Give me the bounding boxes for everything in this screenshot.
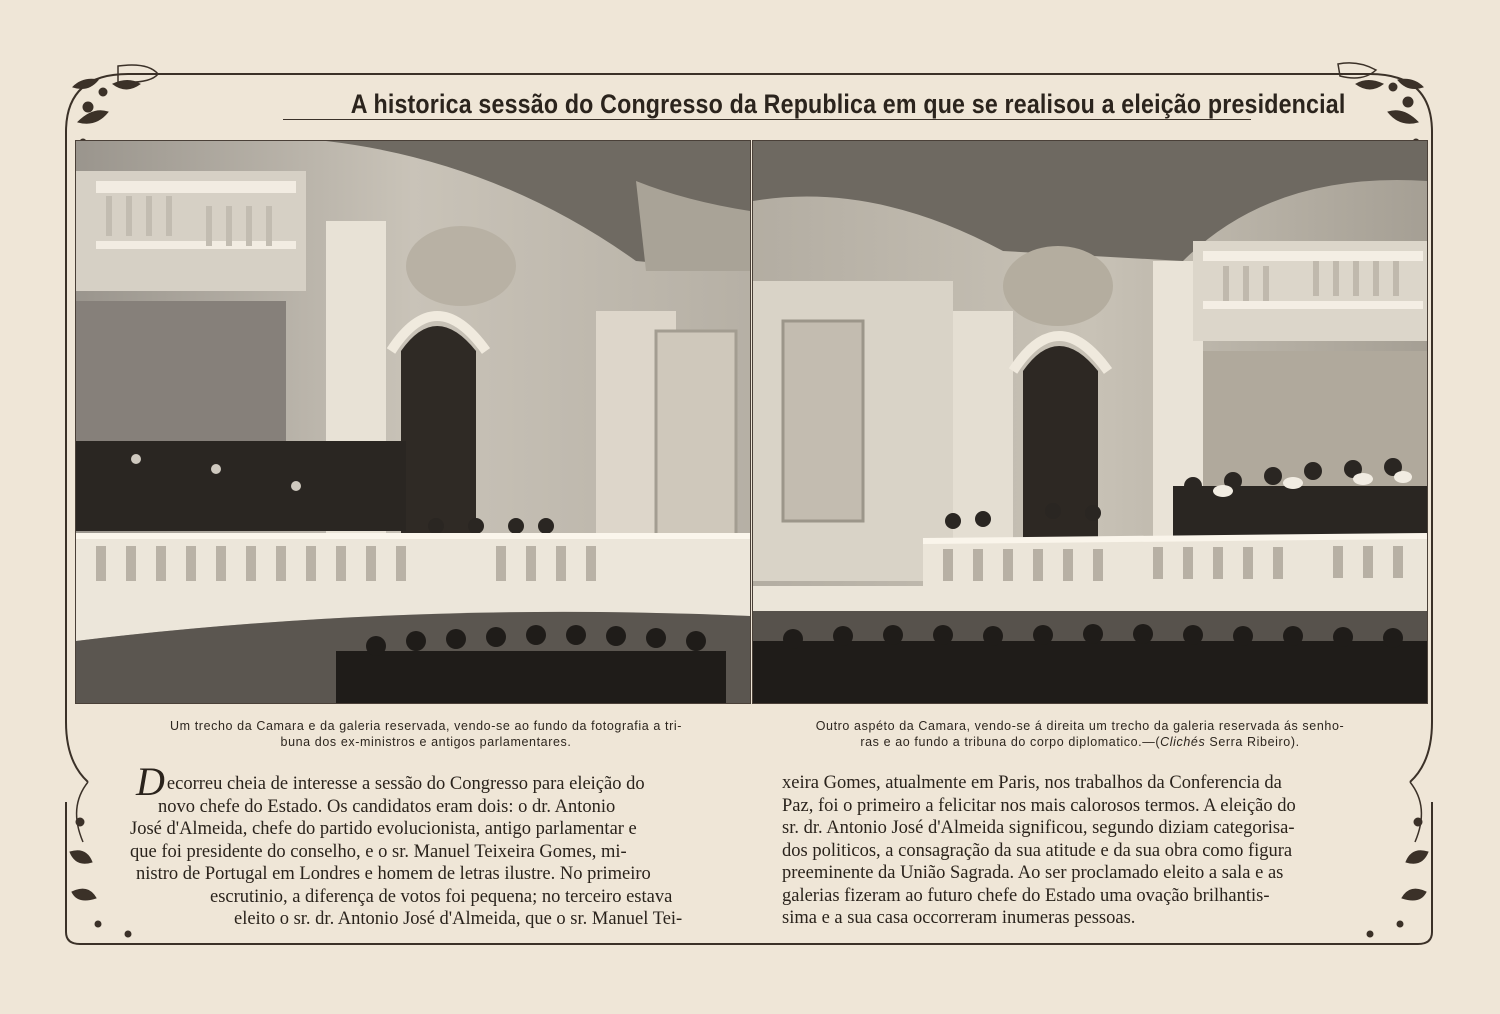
- caption-right-line-2-end: Serra Ribeiro).: [1205, 735, 1300, 749]
- corner-ornament-bottom-left: [66, 782, 131, 944]
- article-column-left: [130, 759, 742, 931]
- article-left-line: escrutinio, a diferença de votos foi pequena; no terceiro estava: [210, 886, 673, 907]
- caption-right-line-2-start: ras e ao fundo a tribuna do corpo diplomatico.—(: [860, 735, 1161, 749]
- photo-left-image: [76, 141, 750, 703]
- caption-left-line-1: Um trecho da Camara e da galeria reservada, vendo-se ao fundo da fotografia a tri-: [170, 719, 682, 733]
- article-left-line: Decorreu cheia de interesse a sessão do Congresso para eleição do: [136, 759, 645, 804]
- article-right-line: dos politicos, a consagração da sua atitude e da sua obra como figura: [782, 840, 1293, 861]
- article-left-line: que foi presidente do conselho, e o sr. Manuel Teixeira Gomes, mi-: [130, 841, 627, 862]
- caption-right-line-1: Outro aspéto da Camara, vendo-se á direita um trecho da galeria reservada ás senho-: [815, 719, 1345, 733]
- caption-right: [760, 718, 1400, 750]
- article-right-line: sr. dr. Antonio José d'Almeida significou, segundo diziam categorisa-: [782, 818, 1295, 838]
- article-right-line: Paz, foi o primeiro a felicitar nos mais calorosos termos. A eleição do: [782, 795, 1296, 816]
- article-right-line: galerias fizeram ao futuro chefe do Estado uma ovação brilhantis-: [782, 885, 1270, 906]
- page-title: A historica sessão do Congresso da Republica em que se realisou a eleição presidencial: [350, 89, 1346, 119]
- article-right-line: xeira Gomes, atualmente em Paris, nos trabalhos da Conferencia da: [782, 773, 1282, 793]
- title-underline: [283, 119, 1251, 120]
- photo-right-image: [753, 141, 1427, 703]
- caption-right-line-2: [760, 734, 1400, 750]
- article-left-line: novo chefe do Estado. Os candidatos eram dois: o dr. Antonio: [158, 796, 616, 817]
- caption-right-credit-italic: Clichés: [1160, 735, 1206, 749]
- article-left-line: José d'Almeida, chefe do partido evolucionista, antigo parlamentar e: [130, 819, 637, 839]
- drop-cap: D: [136, 759, 165, 804]
- article-right-line: preeminente da União Sagrada. Ao ser proclamado eleito a sala e as: [782, 863, 1284, 883]
- photo-outro-aspeto: [752, 140, 1428, 704]
- photo-camara-galeria: [75, 140, 751, 704]
- article-right-line: sima e a sua casa occorreram inumeras pessoas.: [782, 908, 1136, 928]
- corner-ornament-top-left: [66, 65, 173, 145]
- caption-left: [106, 718, 746, 750]
- article-left-line: eleito o sr. dr. Antonio José d'Almeida, que o sr. Manuel Tei-: [234, 909, 683, 929]
- article-column-right: [774, 772, 1386, 930]
- page-frame: [58, 62, 1440, 950]
- caption-left-line-2: buna dos ex-ministros e antigos parlamentares.: [280, 735, 572, 749]
- article-left-line: nistro de Portugal em Londres e homem de letras ilustre. No primeiro: [136, 864, 651, 884]
